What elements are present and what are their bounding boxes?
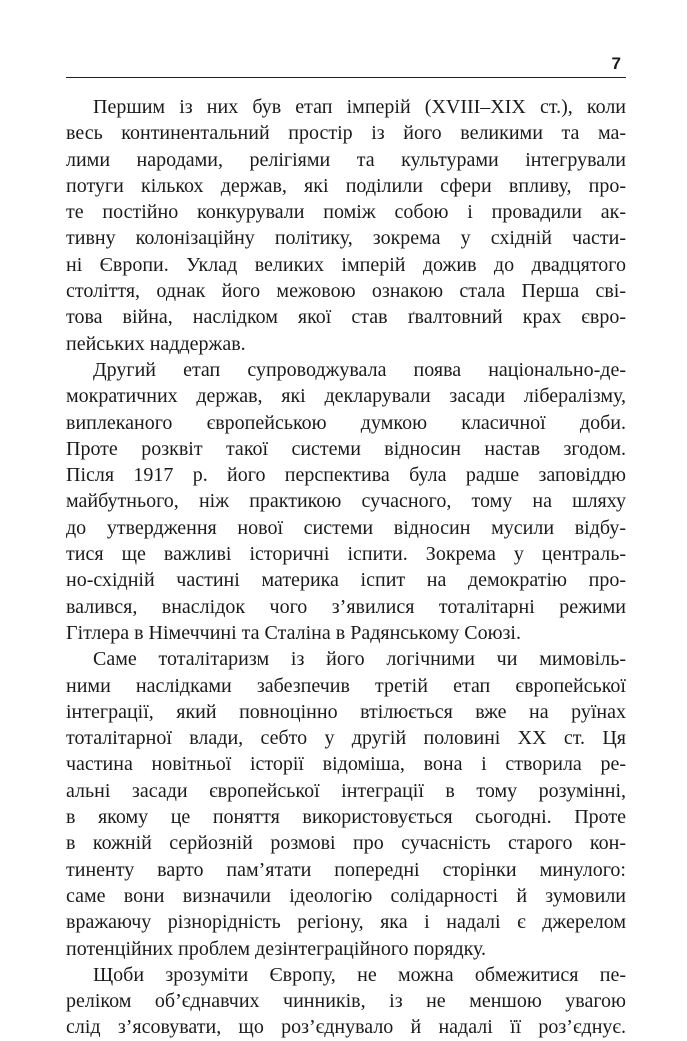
text-line: Гітлера в Німеччині та Сталіна в Радянському Союзі. (66, 621, 521, 644)
header-rule (66, 77, 626, 78)
text-line: те постійно конкурували поміж собою і провадили ак- (66, 201, 626, 224)
text-line: століття, однак його межовою ознакою стала Перша сві- (66, 280, 626, 303)
text-line: частина новітньої історії відоміша, вона і створила ре- (66, 753, 626, 776)
text-line: Після 1917 р. його перспектива була радше заповіддю (66, 464, 626, 487)
page-number: 7 (611, 54, 621, 73)
text-line: саме вони визначили ідеологію солідарності й зумовили (66, 884, 626, 907)
text-line: мократичних держав, які декларували засади лібералізму, (66, 385, 626, 408)
text-line: Проте розквіт такої системи відносин настав згодом. (66, 437, 626, 460)
text-line: потенційних проблем дезінтеграційного порядку. (66, 937, 487, 960)
text-line: ними наслідками забезпечив третій етап європейської (66, 674, 626, 697)
text-line: Першим із них був етап імперій (XVIII–XIX ст.), коли (93, 96, 626, 118)
text-line: лими народами, релігіями та культурами інтегрували (66, 148, 626, 171)
paragraph-1 (66, 94, 626, 357)
text-line: Другий етап супроводжувала поява національно-де- (93, 358, 626, 381)
text-line: до утвердження нової системи відносин мусили відбу- (66, 516, 626, 539)
paragraph-4 (66, 962, 626, 1041)
text-line: інтеграції, який повноцінно втілюється вже на руїнах (66, 700, 626, 723)
text-line: тивну колонізаційну політику, зокрема у східній части- (66, 227, 626, 250)
text-line: вражаючу різнорідність регіону, яка і надалі є джерелом (66, 911, 626, 934)
body-text (66, 94, 626, 1041)
text-line: ні Європи. Уклад великих імперій дожив до двадцятого (66, 253, 626, 276)
text-line: валився, внаслідок чого з’явилися тоталітарні режими (66, 595, 626, 618)
text-line: виплеканого європейською думкою класичної доби. (66, 411, 626, 434)
text-line: майбутнього, ніж практикою сучасного, тому на шляху (66, 490, 626, 513)
text-line: тоталітарної влади, себто у другій половині XX ст. Ця (66, 727, 626, 750)
text-line: альні засади європейської інтеграції в тому розумінні, (66, 779, 626, 802)
text-line: тиненту варто пам’ятати попередні сторінки минулого: (66, 858, 626, 881)
text-line: Саме тоталітаризм із його логічними чи мимовіль- (93, 648, 626, 671)
text-line: в кожній серйозній розмові про сучасність старого кон- (66, 832, 626, 855)
text-line: в якому це поняття використовується сьогодні. Проте (66, 806, 626, 829)
text-line: слід з’ясовувати, що роз’єднувало й надалі її роз’єднує. (66, 1016, 626, 1039)
paragraph-3 (66, 646, 626, 962)
text-line: тися ще важливі історичні іспити. Зокрема у централь- (66, 543, 626, 566)
text-line: това війна, наслідком якої став ґвалтовний крах євро- (66, 306, 626, 329)
text-line: реліком об’єднавчих чинників, із не меншою увагою (66, 990, 626, 1013)
text-line: Щоби зрозуміти Європу, не можна обмежитися пе- (93, 963, 626, 986)
text-line: весь континентальний простір із його великими та ма- (66, 122, 626, 145)
text-line: потуги кількох держав, які поділили сфери впливу, про- (66, 174, 626, 197)
text-line: пейських наддержав. (66, 332, 246, 355)
paragraph-2 (66, 357, 626, 646)
text-line: но-східній частині материка іспит на демократію про- (66, 569, 626, 592)
